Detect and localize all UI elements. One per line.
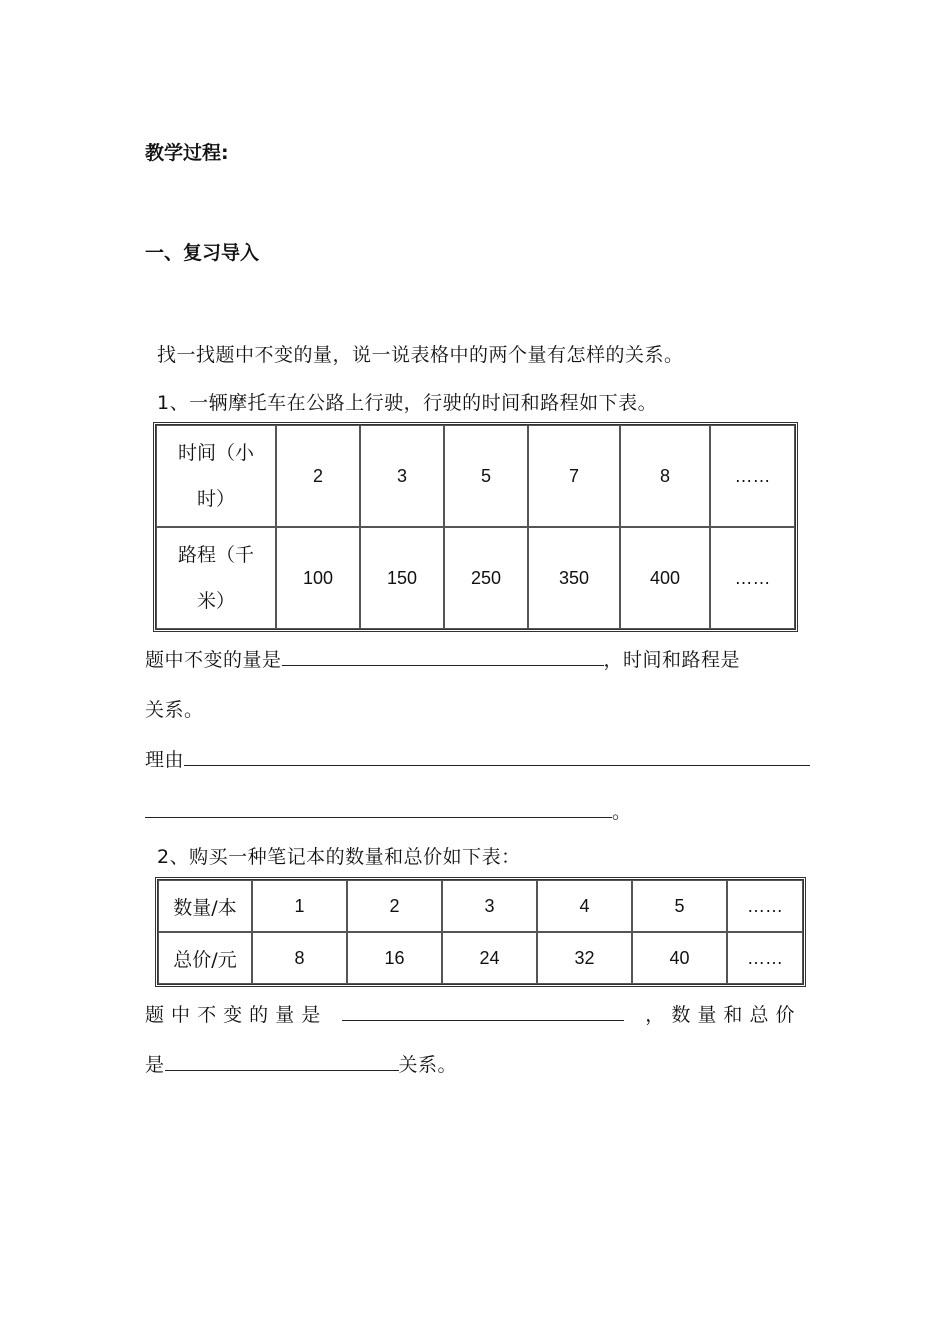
table-row-label: 时间（小时） (156, 425, 276, 527)
table-cell: 16 (347, 932, 442, 984)
intro-text: 找一找题中不变的量，说一说表格中的两个量有怎样的关系。 (157, 344, 684, 366)
table-cell: 3 (442, 880, 537, 932)
page-heading: 教学过程: (145, 142, 229, 164)
question-1-blank-line: 题中不变的量是 ，时间和路程是 (145, 645, 740, 672)
table-cell: …… (710, 527, 795, 629)
table-row (156, 425, 795, 527)
table-cell: 5 (444, 425, 528, 527)
answer-blank[interactable] (184, 745, 810, 766)
table-cell: 400 (620, 527, 710, 629)
answer-blank[interactable] (342, 1000, 624, 1021)
question-1-reason-line: 理由 (145, 745, 810, 772)
answer-blank[interactable] (145, 797, 612, 818)
table-row-label: 路程（千米） (156, 527, 276, 629)
table-cell: …… (727, 880, 803, 932)
question-1-relation-text: 关系。 (145, 699, 204, 721)
question-2-relation-line: 是 关系。 (145, 1050, 457, 1077)
table-row (158, 880, 803, 932)
table-cell: 2 (276, 425, 360, 527)
table-cell: 7 (528, 425, 620, 527)
quantity-price-table (155, 877, 806, 987)
table-row-label: 总价/元 (158, 932, 252, 984)
table-cell: 8 (620, 425, 710, 527)
table-cell: 250 (444, 527, 528, 629)
answer-blank[interactable] (282, 645, 604, 666)
answer-blank[interactable] (165, 1050, 399, 1071)
table-row (156, 527, 795, 629)
question-1-prompt: 1、一辆摩托车在公路上行驶，行驶的时间和路程如下表。 (157, 392, 658, 414)
table-cell: …… (710, 425, 795, 527)
question-1-reason-line-2: 。 (145, 797, 632, 824)
table-cell: 1 (252, 880, 347, 932)
question-2-prompt: 2、购买一种笔记本的数量和总价如下表： (157, 846, 521, 868)
table-cell: 350 (528, 527, 620, 629)
table-cell: 8 (252, 932, 347, 984)
table-row-label: 数量/本 (158, 880, 252, 932)
table-cell: 32 (537, 932, 632, 984)
table-cell: 150 (360, 527, 444, 629)
table-cell: …… (727, 932, 803, 984)
table-cell: 24 (442, 932, 537, 984)
question-2-blank-line: 题 中 不 变 的 量 是 ， 数 量 和 总 价 (145, 1000, 795, 1027)
table-cell: 2 (347, 880, 442, 932)
table-cell: 3 (360, 425, 444, 527)
table-cell: 40 (632, 932, 727, 984)
table-cell: 5 (632, 880, 727, 932)
time-distance-table (153, 422, 798, 632)
table-cell: 100 (276, 527, 360, 629)
table-cell: 4 (537, 880, 632, 932)
section-title: 一、复习导入 (145, 242, 260, 264)
table-row (158, 932, 803, 984)
